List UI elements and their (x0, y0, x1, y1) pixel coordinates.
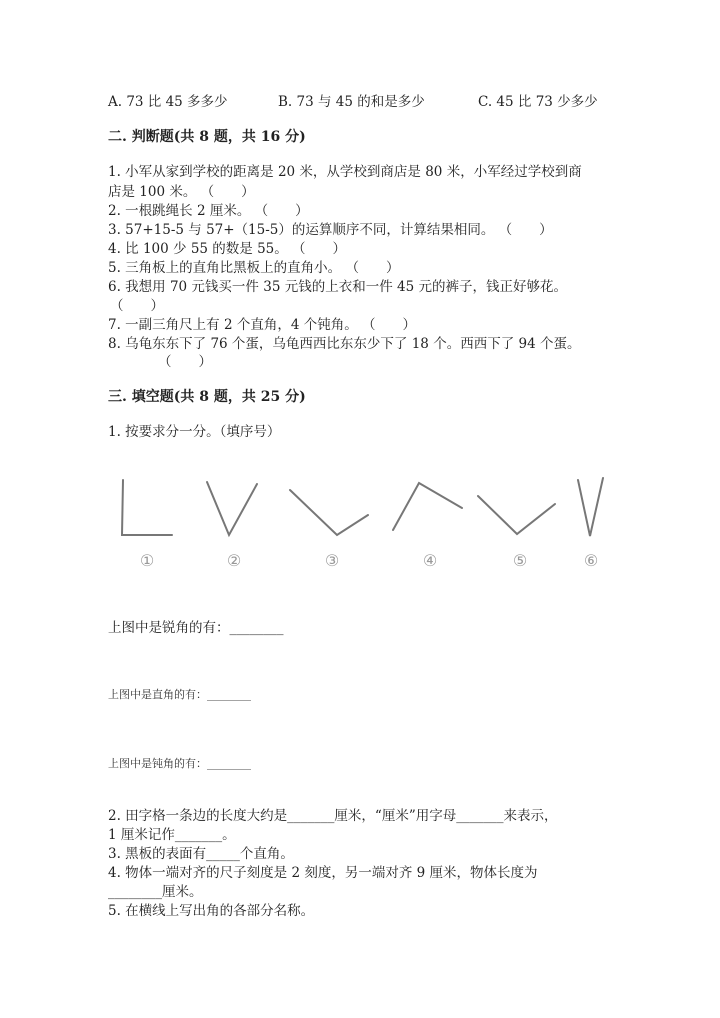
obtuse-answer-line[interactable]: 上图中是钝角的有：________ (108, 757, 251, 770)
angle-label-6: ⑥ (583, 551, 599, 570)
right-answer-line[interactable]: 上图中是直角的有：________ (108, 688, 251, 701)
question-prompt: 1. 按要求分一分。（填序号） (108, 424, 281, 440)
question-line: 1 厘米记作_______。 (108, 827, 236, 843)
question-line: 4. 比 100 少 55 的数是 55。 （ ） (108, 241, 347, 257)
question-line: （ ） (158, 354, 212, 370)
angle-label-1: ① (139, 551, 155, 570)
question-line: 4. 物体一端对齐的尺子刻度是 2 刻度，另一端对齐 9 厘米，物体长度为 (108, 865, 538, 881)
angle-figures (100, 470, 620, 580)
option-a: A. 73 比 45 多多少 (108, 94, 228, 110)
question-line: ________厘米。 (108, 884, 203, 900)
angle-label-5: ⑤ (512, 551, 528, 570)
question-line: 2. 田字格一条边的长度大约是_______厘米，“厘米”用字母_______来表示， (108, 808, 558, 824)
question-line: 2. 一根跳绳长 2 厘米。 （ ） (108, 203, 309, 219)
section-heading-fill-in: 三. 填空题(共 8 题，共 25 分) (108, 389, 306, 405)
section-heading-judgement: 二. 判断题(共 8 题，共 16 分) (108, 129, 306, 145)
angle-label-3: ③ (324, 551, 340, 570)
question-line: 5. 三角板上的直角比黑板上的直角小。 （ ） (108, 260, 400, 276)
question-line: 店是 100 米。 （ ） (108, 184, 255, 200)
angle-figure-4 (393, 483, 462, 530)
angle-label-2: ② (226, 551, 242, 570)
question-line: 6. 我想用 70 元钱买一件 35 元钱的上衣和一件 45 元的裤子，钱正好够花。 (108, 279, 567, 295)
question-line: 7. 一副三角尺上有 2 个直角，4 个钝角。 （ ） (108, 317, 417, 333)
angle-figure-2 (207, 482, 257, 535)
question-line: 5. 在横线上写出角的各部分名称。 (108, 903, 315, 919)
question-line: 3. 57+15-5 与 57+（15-5）的运算顺序不同，计算结果相同。 （ ） (108, 222, 553, 238)
angle-figure-5 (478, 496, 555, 534)
acute-answer-line[interactable]: 上图中是锐角的有：________ (108, 620, 284, 636)
angle-figure-3 (290, 490, 368, 535)
question-line: 3. 黑板的表面有_____个直角。 (108, 846, 294, 862)
option-b: B. 73 与 45 的和是多少 (278, 94, 425, 110)
option-c: C. 45 比 73 少多少 (478, 94, 598, 110)
angle-figure-1 (122, 480, 172, 535)
question-line: 8. 乌龟东东下了 76 个蛋，乌龟西西比东东少下了 18 个。西西下了 94 个蛋。 (108, 336, 581, 352)
question-line: 1. 小军从家到学校的距离是 20 米，从学校到商店是 80 米，小军经过学校到商 (108, 164, 582, 180)
angle-label-4: ④ (422, 551, 438, 570)
question-line: （ ） (110, 298, 164, 314)
angle-figure-6 (578, 478, 603, 536)
